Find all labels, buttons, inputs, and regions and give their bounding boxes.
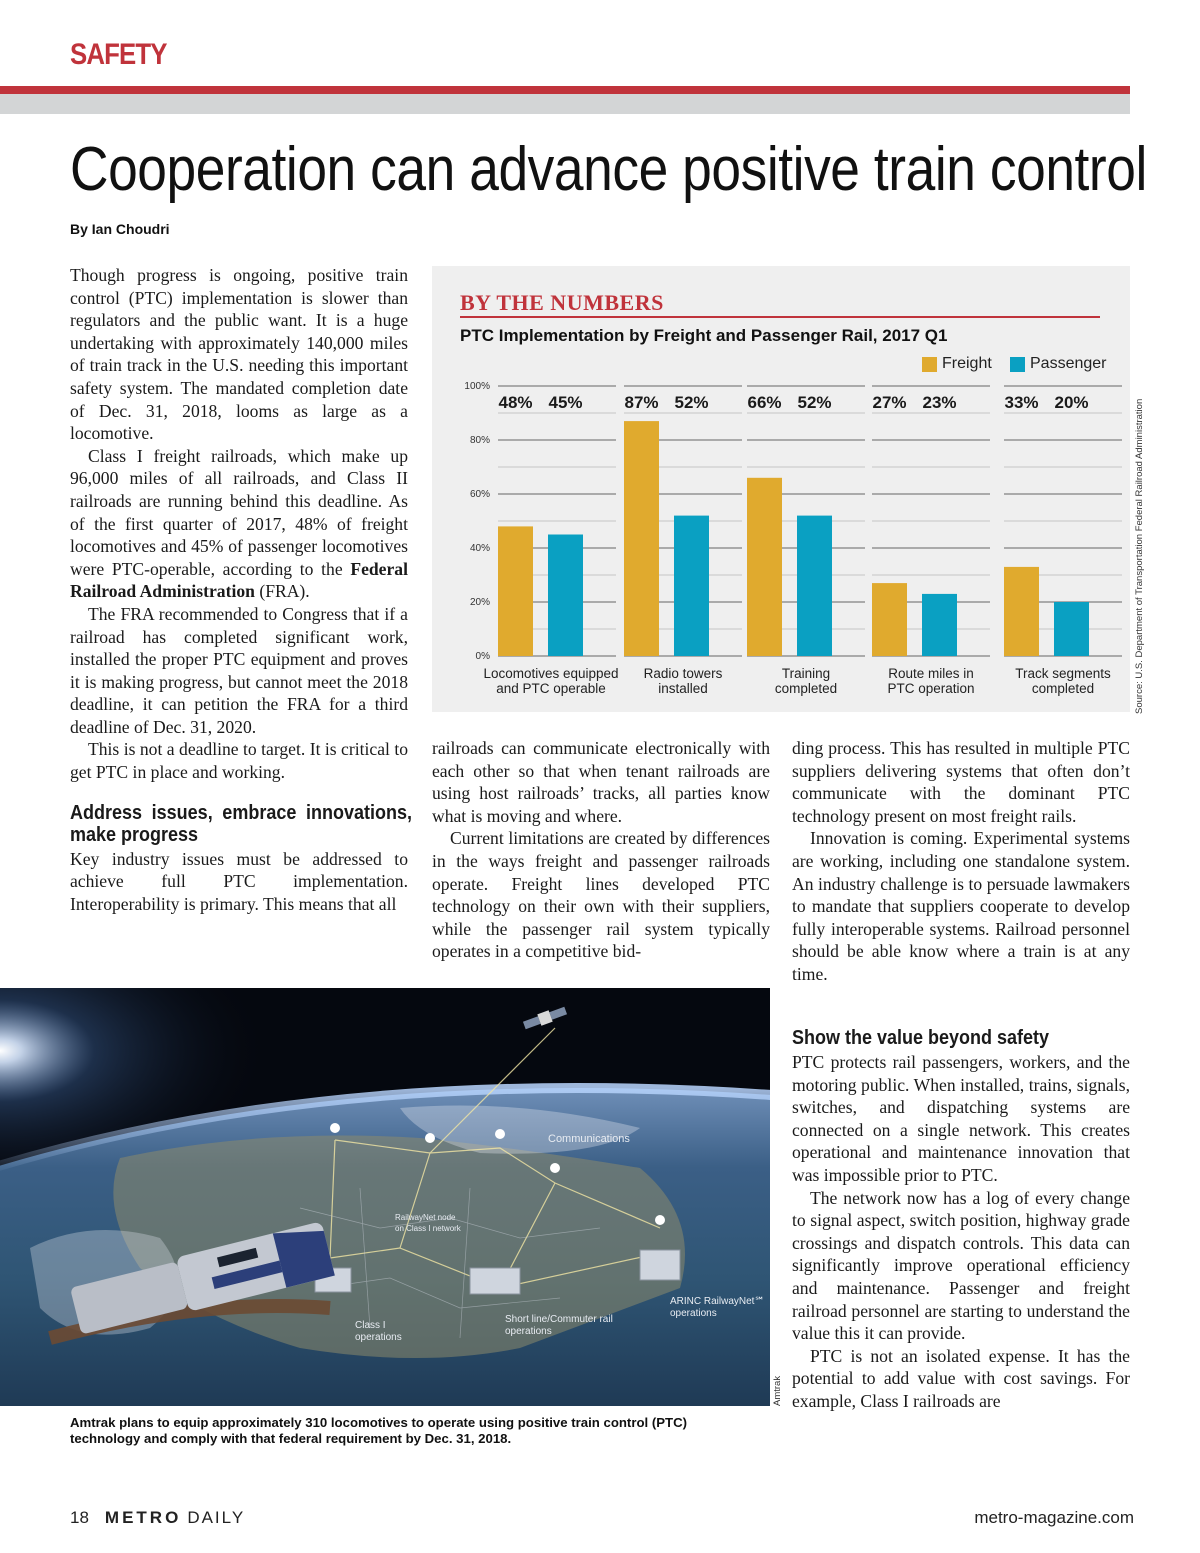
label-class1-2: operations (355, 1332, 402, 1343)
y-tick-label: 80% (469, 435, 490, 446)
paragraph-text: Class I freight railroads, which make up 96,000 miles of all railroads, and Class II railroads are running behind this deadline. As of the first quarter of 2017, 48% of freight locomotives and 45% of passenger locomotives were PTC-operable, according to the (70, 445, 408, 579)
legend-label-freight: Freight (942, 355, 992, 372)
category-label: Route miles in (888, 666, 974, 681)
category-label: installed (658, 681, 708, 696)
label-node-1: RailwayNet node (395, 1213, 456, 1222)
publication-sub: DAILY (187, 1508, 246, 1527)
publication-brand: METRO (104, 1508, 182, 1527)
chart-source (1134, 398, 1152, 714)
bar-freight (624, 421, 659, 656)
paragraph: Though progress is ongoing, positive train control (PTC) implementation is slower than regulators and the public want. It is a huge undertaking with approximately 140,000 miles of train track in the U.S. needing this important safety system. The mandated completion date of Dec. 31, 2018, looms as large as a locomotive. (70, 265, 408, 444)
photo-caption: Amtrak plans to equip approximately 310 locomotives to operate using positive train control (PTC) technology and comply with that federal requirement by Dec. 31, 2018. (70, 1415, 687, 1446)
label-shortline-2: operations (505, 1326, 552, 1337)
paragraph: Innovation is coming. Experimental systems are working, including one standalone system. An industry challenge is to persuade lawmakers to mandate that suppliers cooperate to develop fully interoperable systems. Railroad personnel should be able know where a train is at any time. (792, 828, 1130, 984)
fra-link-text: Federal Railroad Administration (70, 558, 408, 602)
photo-credit (772, 1346, 786, 1406)
label-arinc-1: ARINC RailwayNet℠ (670, 1296, 765, 1307)
bar-chart (432, 370, 1130, 700)
data-label: 52% (674, 393, 709, 412)
category-label: PTC operation (887, 681, 975, 696)
bar-freight (1004, 567, 1039, 656)
bar-freight (872, 583, 907, 656)
byline: By Ian Choudri (70, 221, 170, 237)
bar-passenger (1054, 602, 1089, 656)
y-tick-label: 20% (469, 597, 490, 608)
paragraph (70, 445, 408, 603)
ptc-network-illustration (0, 988, 770, 1406)
footer-folio (70, 1508, 245, 1528)
label-communications: Communications (548, 1133, 630, 1145)
paragraph: railroads can communicate electronically with each other so that when tenant railroads are using host railroads’ tracks, all parties know what is moving and where. (432, 738, 770, 826)
y-tick-label: 100% (464, 381, 490, 392)
article-column-3 (792, 737, 1130, 986)
data-label: 23% (922, 393, 957, 412)
header-rule-red (0, 86, 1130, 94)
footer-url: metro-magazine.com (974, 1508, 1134, 1527)
bar-passenger (674, 516, 709, 656)
section-label: SAFETY (70, 38, 167, 71)
label-shortline-1: Short line/Commuter rail (505, 1314, 613, 1325)
data-label: 87% (624, 393, 659, 412)
data-label: 66% (747, 393, 782, 412)
bar-freight (498, 526, 533, 656)
article-column-3-continued (792, 1027, 1130, 1413)
paragraph: PTC protects rail passengers, workers, and the motoring public. When installed, trains, signals, switches, and dispatching systems are connected on a single network. This creates operational and maintenance innovation that was impossible prior to PTC. (792, 1052, 1130, 1185)
subheading: Address issues, embrace innovations, make progress (70, 801, 412, 846)
category-label: completed (774, 681, 838, 696)
paragraph-text: (FRA). (254, 581, 310, 602)
paragraph: Key industry issues must be addressed to achieve full PTC implementation. Interoperability is primary. This means that all (70, 848, 408, 914)
category-label: Track segments (1015, 666, 1111, 681)
data-label: 33% (1004, 393, 1039, 412)
paragraph: PTC is not an isolated expense. It has the potential to add value with cost savings. For example, Class I railroads are (792, 1345, 1130, 1411)
legend-label-passenger: Passenger (1030, 355, 1107, 372)
article-column-1 (70, 264, 412, 915)
label-node-2: on Class I network (395, 1224, 461, 1233)
category-label: Locomotives equipped (483, 666, 619, 681)
data-label: 45% (548, 393, 583, 412)
y-tick-label: 0% (475, 651, 490, 662)
headline: Cooperation can advance positive train control (70, 135, 1147, 204)
category-label: Training (781, 666, 831, 681)
paragraph: ding process. This has resulted in multiple PTC suppliers delivering systems that often don’t communicate with the dominant PTC technology present on most freight rails. (792, 738, 1130, 826)
article-column-2 (432, 737, 770, 963)
label-arinc-2: operations (670, 1308, 717, 1319)
chart-heading-rule (460, 316, 1100, 318)
header-rule-grey (0, 94, 1130, 114)
subheading: Show the value beyond safety (792, 1027, 1050, 1049)
y-tick-label: 40% (469, 543, 490, 554)
paragraph: Current limitations are created by differences in the ways freight and passenger railroads operate. Freight lines developed PTC technology on their own with their suppliers, while the passenger rail system typically operates in a competitive bid- (432, 828, 770, 962)
bar-freight (747, 478, 782, 656)
paragraph: The FRA recommended to Congress that if a railroad has completed significant work, installed the proper PTC equipment and proves it is making progress, but cannot meet the 2018 deadline, it can petition the FRA for a third deadline of Dec. 31, 2020. (70, 603, 408, 737)
data-label: 48% (498, 393, 533, 412)
paragraph: This is not a deadline to target. It is critical to get PTC in place and working. (70, 739, 408, 783)
y-tick-label: 60% (469, 489, 490, 500)
category-label: and PTC operable (496, 681, 606, 696)
bar-passenger (922, 594, 957, 656)
data-label: 27% (872, 393, 907, 412)
category-label: completed (1031, 681, 1095, 696)
page-number: 18 (70, 1508, 89, 1527)
chart-source-text: Source: U.S. Department of Transportation Federal Railroad Administration (1134, 398, 1145, 714)
chart-box-heading: BY THE NUMBERS (460, 290, 664, 315)
bar-passenger (797, 516, 832, 656)
chart-title: PTC Implementation by Freight and Passenger Rail, 2017 Q1 (460, 326, 948, 345)
photo-credit-text: Amtrak (772, 1375, 783, 1406)
paragraph: The network now has a log of every change to signal aspect, switch position, highway grade crossings and dispatch controls. This data can significantly improve operational efficiency and maintenance. Passenger and freight railroad personnel are starting to understand the value this it can provide. (792, 1187, 1130, 1344)
category-label: Radio towers (643, 666, 723, 681)
data-label: 20% (1054, 393, 1089, 412)
earth-network-graphic (0, 988, 770, 1406)
data-label: 52% (797, 393, 832, 412)
bar-passenger (548, 535, 583, 657)
label-class1-1: Class I (355, 1320, 386, 1331)
